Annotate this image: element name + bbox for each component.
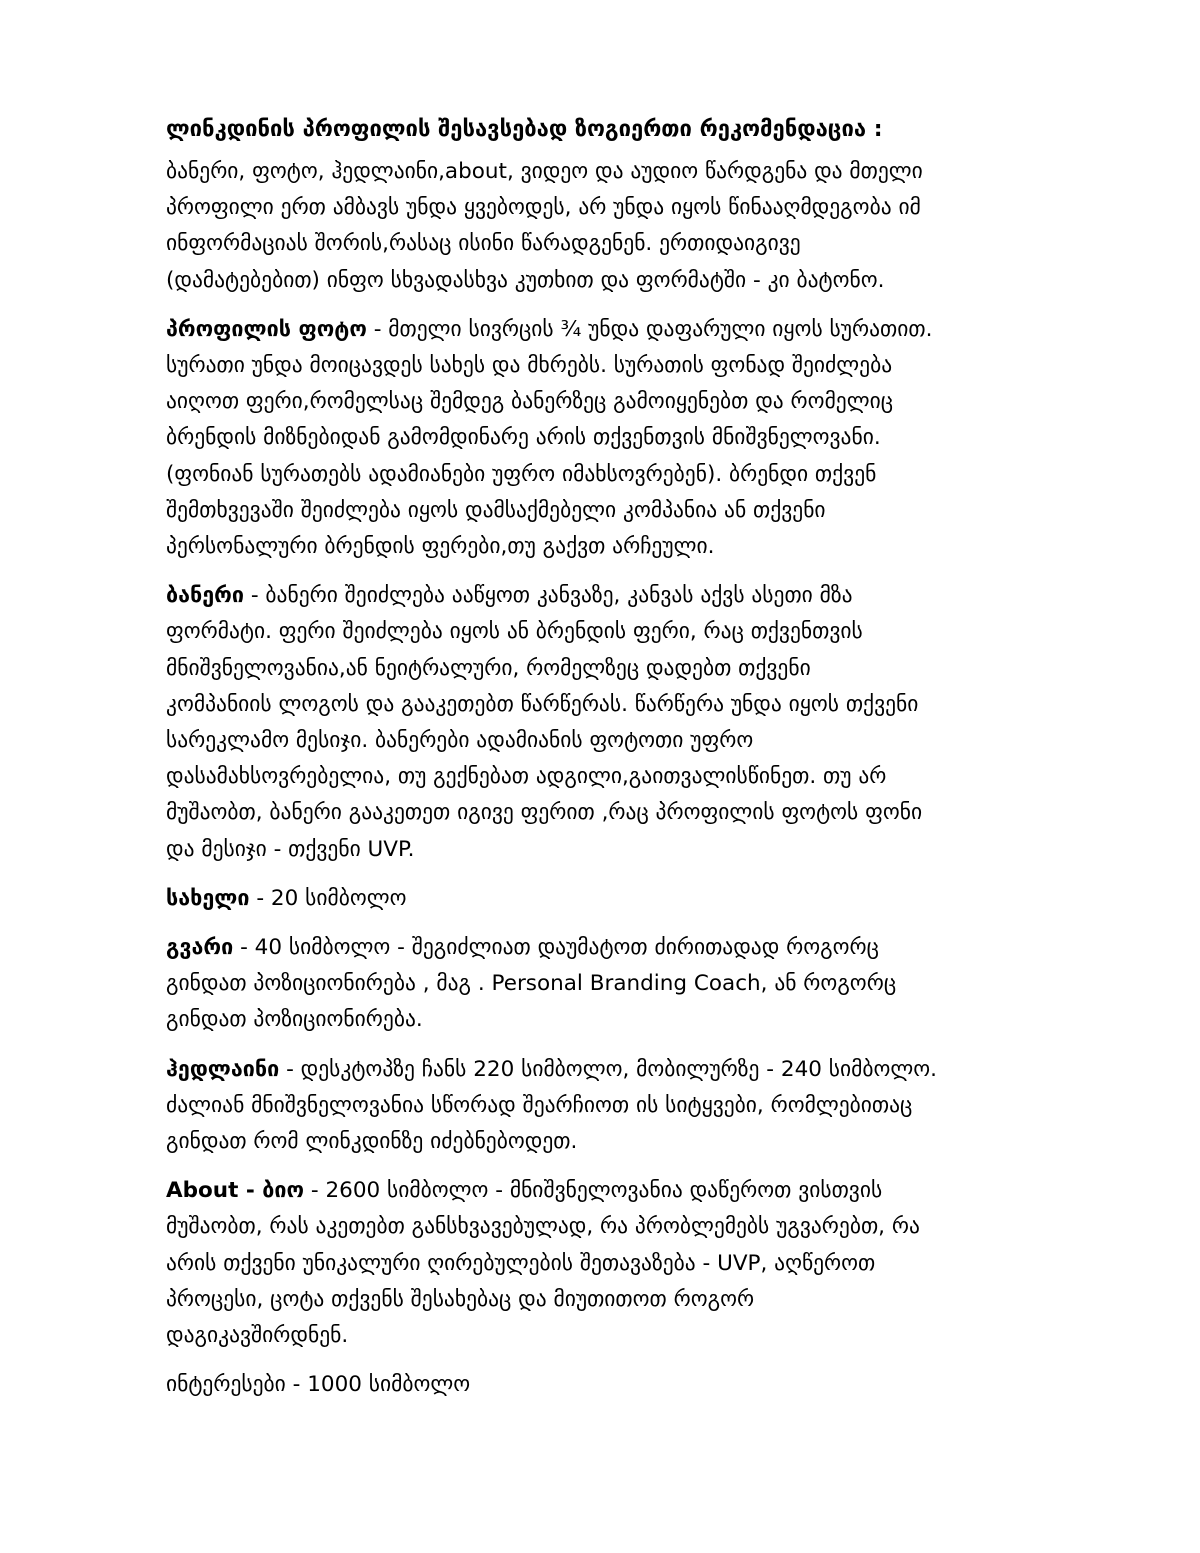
paragraph-line [166,795,1126,831]
line-text: (დამატებებით) ინფო სხვადასხვა კუთხით და ფორმატში - კი ბატონო. [166,267,885,293]
section-term: ჰედლაინი [166,1056,280,1082]
line-text: გინდათ რომ ლინკდინზე იძებნებოდეთ. [166,1129,578,1155]
paragraph-line [166,1173,1126,1209]
section-term: გვარი [166,935,234,961]
line-text: - ბანერი შეიძლება ააწყოთ კანვაზე, კანვას აქვს ასეთი მზა [243,583,853,609]
paragraph-line [166,1318,1126,1354]
paragraph-line [166,1367,1126,1403]
line-text: სარეკლამო მესიჯი. ბანერები ადამიანის ფოტოთი უფრო [166,728,754,754]
paragraph-line [166,614,1126,650]
paragraph-line [166,226,1126,262]
line-text: ფორმატი. ფერი შეიძლება იყოს ან ბრენდის ფერი, რაც თქვენთვის [166,619,863,645]
line-text: შემთხვევაში შეიძლება იყოს დამსაქმებელი კომპანია ან თქვენი [166,497,826,523]
paragraph-first-name [166,881,1126,917]
section-term: About - ბიო [166,1178,305,1204]
document-page [166,112,1126,1404]
document-body [166,154,1126,1404]
section-term: პროფილის ფოტო [166,316,367,342]
paragraph-line [166,1002,1126,1038]
line-text: ინტერესები - 1000 სიმბოლო [166,1372,471,1398]
paragraph-line [166,529,1126,565]
paragraph-about-bio [166,1173,1126,1354]
line-text: პერსონალური ბრენდის ფერები,თუ გაქვთ არჩეული. [166,534,715,560]
paragraph-line [166,263,1126,299]
line-text: - 2600 სიმბოლო - მნიშვნელოვანია დაწეროთ ვისთვის [304,1178,883,1204]
line-text: გინდათ პოზიციონირება. [166,1007,423,1033]
line-text: ბანერი, ფოტო, ჰედლაინი,about, ვიდეო და აუდიო წარდგენა და მთელი [166,159,923,184]
paragraph-last-name [166,930,1126,1039]
paragraph-line [166,457,1126,493]
paragraph-intro [166,154,1126,299]
paragraph-line [166,154,1126,190]
paragraph-line [166,966,1126,1002]
paragraph-line [166,384,1126,420]
paragraph-line [166,930,1126,966]
paragraph-profile-photo [166,312,1126,565]
line-text: გინდათ პოზიციონირება , მაგ . Personal Branding Coach, ან როგორც [166,971,897,997]
paragraph-interests [166,1367,1126,1403]
paragraph-line [166,578,1126,614]
paragraph-line [166,312,1126,348]
line-text: მუშაობთ, რას აკეთებთ განსხვავებულად, რა პრობლემებს უგვარებთ, რა [166,1214,920,1240]
line-text: სურათი უნდა მოიცავდეს სახეს და მხრებს. სურათის ფონად შეიძლება [166,353,893,379]
line-text: - დესკტოპზე ჩანს 220 სიმბოლო, მობილურზე - 240 სიმბოლო. [279,1056,938,1082]
line-text: პროცესი, ცოტა თქვენს შესახებაც და მიუთითოთ როგორ [166,1286,755,1312]
line-text: ძალიან მნიშვნელოვანია სწორად შეარჩიოთ ის სიტყვები, რომლებითაც [166,1092,913,1118]
paragraph-line [166,1124,1126,1160]
line-text: დასამახსოვრებელია, თუ გექნებათ ადგილი,გაითვალისწინეთ. თუ არ [166,764,887,790]
paragraph-line [166,687,1126,723]
line-text: - მთელი სივრცის ¾ უნდა დაფარული იყოს სურათით. [366,316,933,342]
paragraph-line [166,1246,1126,1282]
paragraph-line [166,1282,1126,1318]
document-title: ლინკდინის პროფილის შესავსებად ზოგიერთი რეკომენდაცია : [166,117,883,142]
paragraph-line [166,1052,1126,1088]
paragraph-line [166,493,1126,529]
paragraph-line [166,1088,1126,1124]
paragraph-line [166,190,1126,226]
paragraph-line [166,881,1126,917]
paragraph-line [166,420,1126,456]
paragraph-headline [166,1052,1126,1161]
paragraph-line [166,723,1126,759]
section-term: სახელი [166,885,250,911]
line-text: ინფორმაციას შორის,რასაც ისინი წარადგენენ. ერთიდაიგივე [166,231,801,257]
line-text: მუშაობთ, ბანერი გააკეთეთ იგივე ფერით ,რაც პროფილის ფოტოს ფონი [166,800,923,826]
paragraph-line [166,348,1126,384]
paragraph-banner [166,578,1126,868]
line-text: პროფილი ერთ ამბავს უნდა ყვებოდეს, არ უნდა იყოს წინააღმდეგობა იმ [166,195,921,221]
line-text: (ფონიან სურათებს ადამიანები უფრო იმახსოვრებენ). ბრენდი თქვენ [166,461,877,487]
line-text: აიღოთ ფერი,რომელსაც შემდეგ ბანერზეც გამოიყენებთ და რომელიც [166,389,894,415]
paragraph-line [166,651,1126,687]
paragraph-line [166,832,1126,868]
paragraph-line [166,759,1126,795]
section-term: ბანერი [166,583,244,609]
line-text: ბრენდის მიზნებიდან გამომდინარე არის თქვენთვის მნიშვნელოვანი. [166,425,881,451]
line-text: და მესიჯი - თქვენი UVP. [166,836,415,862]
line-text: კომპანიის ლოგოს და გააკეთებთ წარწერას. წარწერა უნდა იყოს თქვენი [166,691,919,717]
paragraph-line [166,1209,1126,1245]
line-text: დაგიკავშირდნენ. [166,1323,349,1349]
line-text: არის თქვენი უნიკალური ღირებულების შეთავაზება - UVP, აღწეროთ [166,1250,876,1276]
line-text: მნიშვნელოვანია,ან ნეიტრალური, რომელზეც დადებთ თქვენი [166,655,811,681]
line-text: - 20 სიმბოლო [249,885,407,911]
line-text: - 40 სიმბოლო - შეგიძლიათ დაუმატოთ ძირითადად როგორც [233,935,879,961]
